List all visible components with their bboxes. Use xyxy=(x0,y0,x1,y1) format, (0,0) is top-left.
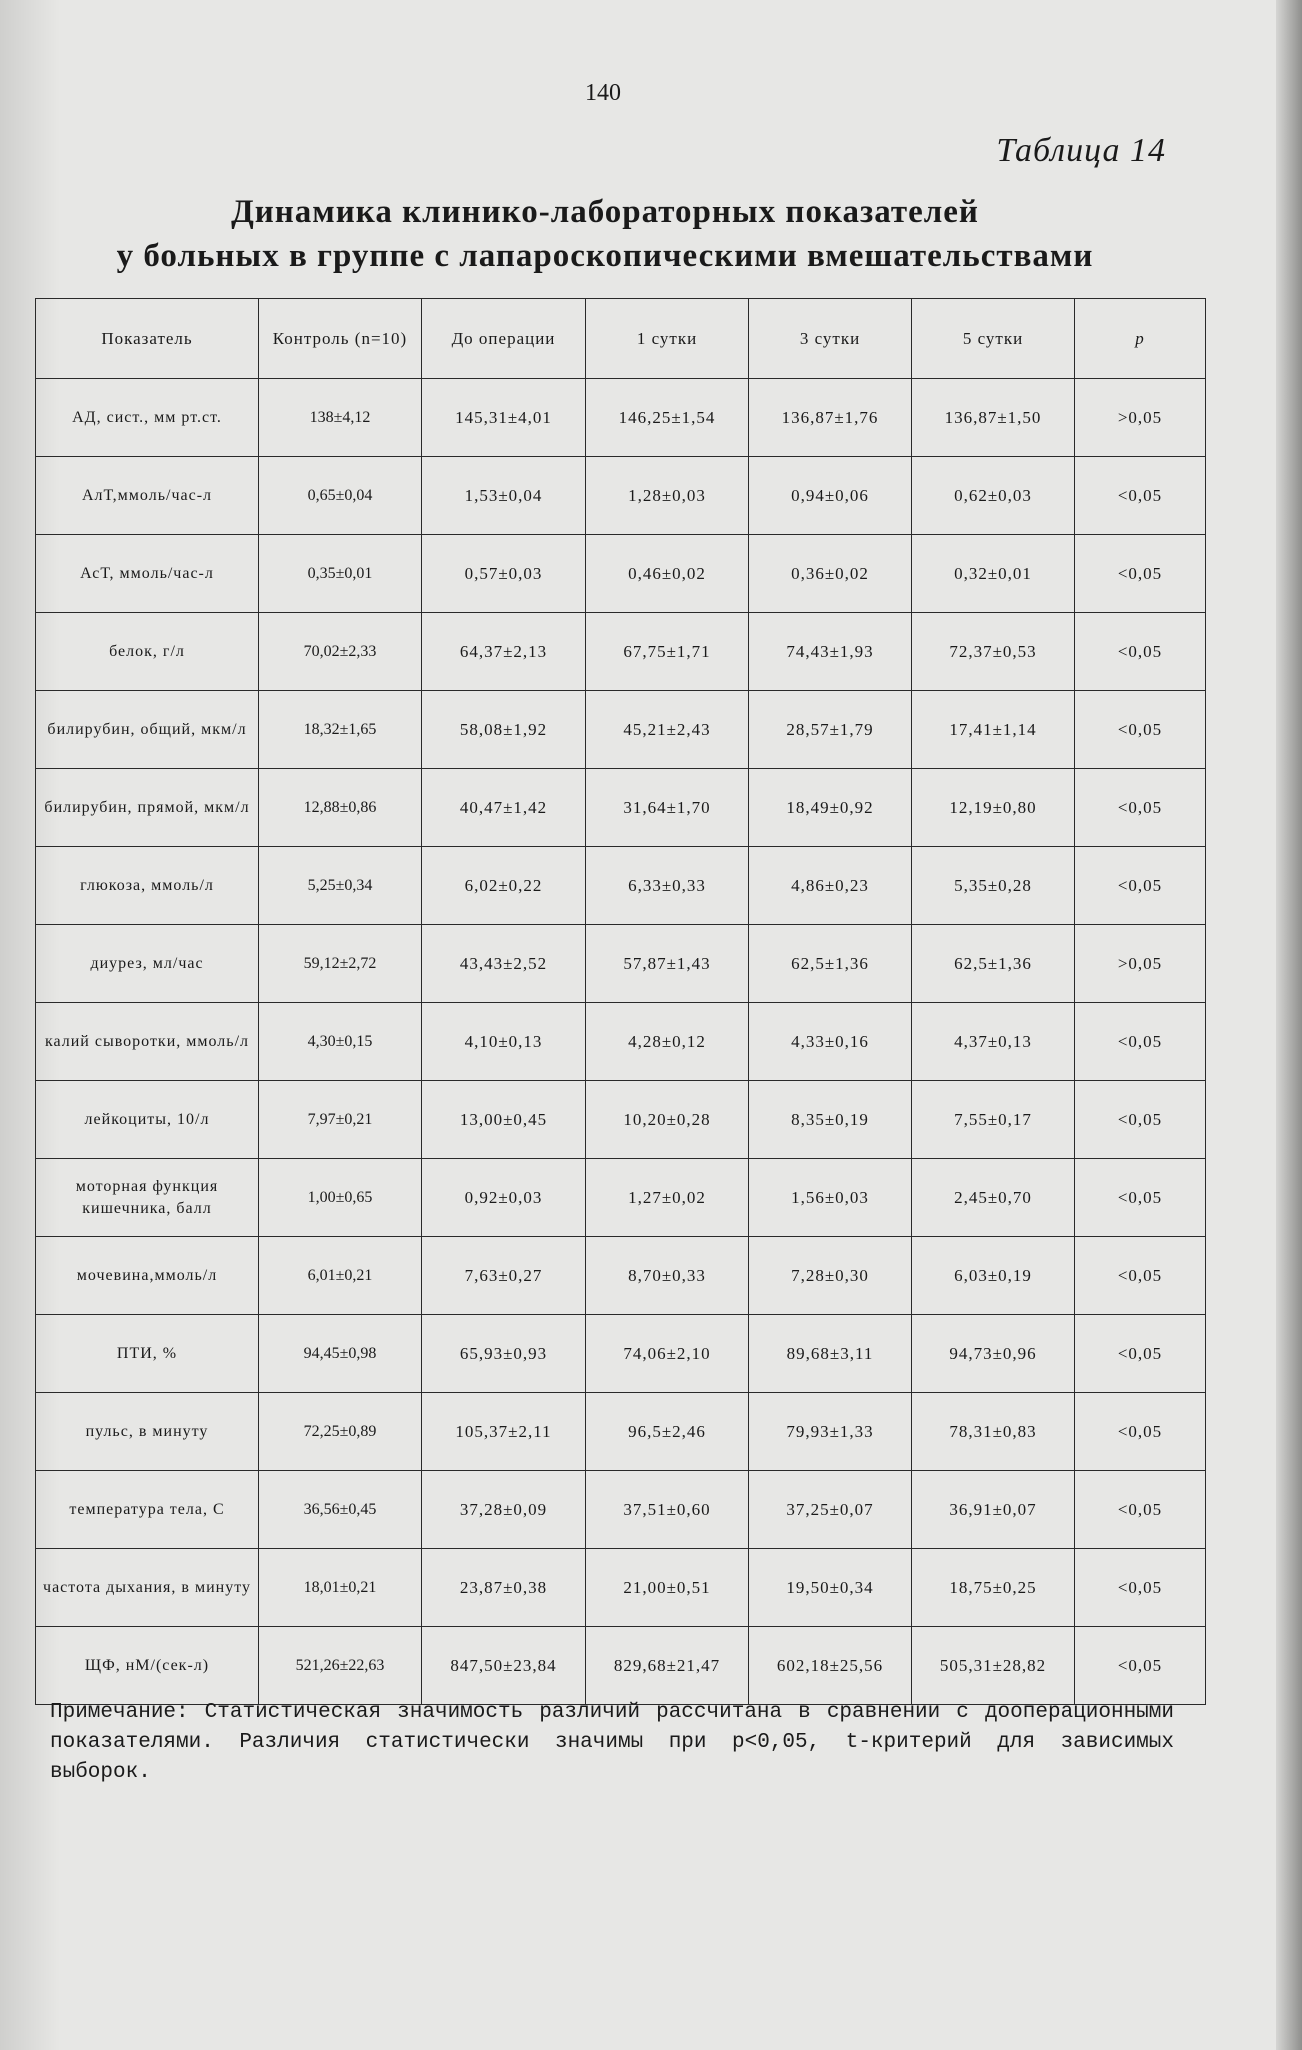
row-label-cell: частота дыхания, в минуту xyxy=(36,1549,259,1627)
value-cell: 0,35±0,01 xyxy=(259,535,422,613)
value-cell: 40,47±1,42 xyxy=(422,769,586,847)
p-value-cell: <0,05 xyxy=(1075,1159,1206,1237)
p-value-cell: >0,05 xyxy=(1075,925,1206,1003)
p-value-cell: <0,05 xyxy=(1075,535,1206,613)
value-cell: 45,21±2,43 xyxy=(586,691,749,769)
value-cell: 74,43±1,93 xyxy=(749,613,912,691)
value-cell: 94,73±0,96 xyxy=(912,1315,1075,1393)
value-cell: 5,35±0,28 xyxy=(912,847,1075,925)
data-table xyxy=(35,298,1206,1705)
value-cell: 7,28±0,30 xyxy=(749,1237,912,1315)
p-value-cell: <0,05 xyxy=(1075,847,1206,925)
value-cell: 7,55±0,17 xyxy=(912,1081,1075,1159)
value-cell: 72,37±0,53 xyxy=(912,613,1075,691)
value-cell: 6,03±0,19 xyxy=(912,1237,1075,1315)
value-cell: 58,08±1,92 xyxy=(422,691,586,769)
column-header: 5 сутки xyxy=(912,299,1075,379)
table-body xyxy=(36,379,1206,1705)
row-label-cell: АД, сист., мм рт.ст. xyxy=(36,379,259,457)
row-label-cell: билирубин, общий, мкм/л xyxy=(36,691,259,769)
table-title xyxy=(40,190,1170,278)
value-cell: 36,56±0,45 xyxy=(259,1471,422,1549)
p-value-cell: <0,05 xyxy=(1075,457,1206,535)
column-header: 1 сутки xyxy=(586,299,749,379)
value-cell: 105,37±2,11 xyxy=(422,1393,586,1471)
row-label-cell: температура тела, С xyxy=(36,1471,259,1549)
value-cell: 37,51±0,60 xyxy=(586,1471,749,1549)
value-cell: 7,63±0,27 xyxy=(422,1237,586,1315)
table-row xyxy=(36,535,1206,613)
value-cell: 13,00±0,45 xyxy=(422,1081,586,1159)
value-cell: 18,32±1,65 xyxy=(259,691,422,769)
p-value-cell: <0,05 xyxy=(1075,691,1206,769)
value-cell: 37,25±0,07 xyxy=(749,1471,912,1549)
value-cell: 146,25±1,54 xyxy=(586,379,749,457)
table-row xyxy=(36,1549,1206,1627)
row-label-cell: лейкоциты, 10/л xyxy=(36,1081,259,1159)
value-cell: 6,33±0,33 xyxy=(586,847,749,925)
table-row xyxy=(36,457,1206,535)
value-cell: 64,37±2,13 xyxy=(422,613,586,691)
value-cell: 23,87±0,38 xyxy=(422,1549,586,1627)
column-header: Показатель xyxy=(36,299,259,379)
value-cell: 18,49±0,92 xyxy=(749,769,912,847)
table-row xyxy=(36,379,1206,457)
table-note: Примечание: Статистическая значимость различий рассчитана в сравнении с дооперационными показателями. Различия статистически значимы при p<0,05, t-критерий для зависимых выборок. xyxy=(50,1701,1174,1784)
table-row xyxy=(36,1159,1206,1237)
value-cell: 4,86±0,23 xyxy=(749,847,912,925)
p-value-cell: <0,05 xyxy=(1075,613,1206,691)
value-cell: 1,00±0,65 xyxy=(259,1159,422,1237)
value-cell: 74,06±2,10 xyxy=(586,1315,749,1393)
row-label-cell: ПТИ, % xyxy=(36,1315,259,1393)
table-row xyxy=(36,1003,1206,1081)
value-cell: 59,12±2,72 xyxy=(259,925,422,1003)
value-cell: 0,57±0,03 xyxy=(422,535,586,613)
value-cell: 6,02±0,22 xyxy=(422,847,586,925)
row-label-cell: ЩФ, нМ/(сек-л) xyxy=(36,1627,259,1705)
value-cell: 136,87±1,76 xyxy=(749,379,912,457)
value-cell: 36,91±0,07 xyxy=(912,1471,1075,1549)
value-cell: 0,92±0,03 xyxy=(422,1159,586,1237)
p-value-cell: <0,05 xyxy=(1075,1237,1206,1315)
table-header-row xyxy=(36,299,1206,379)
value-cell: 4,37±0,13 xyxy=(912,1003,1075,1081)
row-label-cell: глюкоза, ммоль/л xyxy=(36,847,259,925)
table-row xyxy=(36,691,1206,769)
table-row xyxy=(36,1237,1206,1315)
value-cell: 0,94±0,06 xyxy=(749,457,912,535)
table-row xyxy=(36,613,1206,691)
row-label-cell: белок, г/л xyxy=(36,613,259,691)
value-cell: 1,56±0,03 xyxy=(749,1159,912,1237)
value-cell: 829,68±21,47 xyxy=(586,1627,749,1705)
value-cell: 4,30±0,15 xyxy=(259,1003,422,1081)
p-value-cell: <0,05 xyxy=(1075,1003,1206,1081)
table-row xyxy=(36,769,1206,847)
value-cell: 0,65±0,04 xyxy=(259,457,422,535)
value-cell: 7,97±0,21 xyxy=(259,1081,422,1159)
value-cell: 5,25±0,34 xyxy=(259,847,422,925)
page-shadow-right xyxy=(1276,0,1302,2050)
row-label-cell: пульс, в минуту xyxy=(36,1393,259,1471)
value-cell: 43,43±2,52 xyxy=(422,925,586,1003)
row-label-cell: мочевина,ммоль/л xyxy=(36,1237,259,1315)
value-cell: 70,02±2,33 xyxy=(259,613,422,691)
value-cell: 62,5±1,36 xyxy=(749,925,912,1003)
row-label-cell: АсТ, ммоль/час-л xyxy=(36,535,259,613)
p-value-cell: <0,05 xyxy=(1075,769,1206,847)
value-cell: 12,88±0,86 xyxy=(259,769,422,847)
table-row xyxy=(36,1081,1206,1159)
column-header: Контроль (n=10) xyxy=(259,299,422,379)
column-header: 3 сутки xyxy=(749,299,912,379)
title-line-1: Динамика клинико-лабораторных показателей xyxy=(231,194,979,230)
p-value-cell: >0,05 xyxy=(1075,379,1206,457)
value-cell: 521,26±22,63 xyxy=(259,1627,422,1705)
p-value-cell: <0,05 xyxy=(1075,1627,1206,1705)
value-cell: 10,20±0,28 xyxy=(586,1081,749,1159)
row-label-cell: моторная функция кишечника, балл xyxy=(36,1159,259,1237)
value-cell: 1,27±0,02 xyxy=(586,1159,749,1237)
title-line-2: у больных в группе с лапароскопическими вмешательствами xyxy=(116,238,1094,274)
value-cell: 602,18±25,56 xyxy=(749,1627,912,1705)
table-label: Таблица 14 xyxy=(996,132,1166,169)
value-cell: 12,19±0,80 xyxy=(912,769,1075,847)
value-cell: 18,01±0,21 xyxy=(259,1549,422,1627)
value-cell: 0,32±0,01 xyxy=(912,535,1075,613)
value-cell: 89,68±3,11 xyxy=(749,1315,912,1393)
column-header: До операции xyxy=(422,299,586,379)
value-cell: 0,46±0,02 xyxy=(586,535,749,613)
value-cell: 31,64±1,70 xyxy=(586,769,749,847)
value-cell: 78,31±0,83 xyxy=(912,1393,1075,1471)
row-label-cell: билирубин, прямой, мкм/л xyxy=(36,769,259,847)
p-value-cell: <0,05 xyxy=(1075,1549,1206,1627)
p-value-cell: <0,05 xyxy=(1075,1081,1206,1159)
value-cell: 17,41±1,14 xyxy=(912,691,1075,769)
value-cell: 79,93±1,33 xyxy=(749,1393,912,1471)
row-label-cell: диурез, мл/час xyxy=(36,925,259,1003)
table-row xyxy=(36,847,1206,925)
p-value-cell: <0,05 xyxy=(1075,1393,1206,1471)
value-cell: 65,93±0,93 xyxy=(422,1315,586,1393)
value-cell: 1,28±0,03 xyxy=(586,457,749,535)
value-cell: 21,00±0,51 xyxy=(586,1549,749,1627)
value-cell: 847,50±23,84 xyxy=(422,1627,586,1705)
value-cell: 505,31±28,82 xyxy=(912,1627,1075,1705)
value-cell: 18,75±0,25 xyxy=(912,1549,1075,1627)
value-cell: 94,45±0,98 xyxy=(259,1315,422,1393)
value-cell: 37,28±0,09 xyxy=(422,1471,586,1549)
table-row xyxy=(36,1627,1206,1705)
value-cell: 4,10±0,13 xyxy=(422,1003,586,1081)
value-cell: 0,62±0,03 xyxy=(912,457,1075,535)
value-cell: 145,31±4,01 xyxy=(422,379,586,457)
table-row xyxy=(36,1471,1206,1549)
value-cell: 136,87±1,50 xyxy=(912,379,1075,457)
value-cell: 96,5±2,46 xyxy=(586,1393,749,1471)
value-cell: 6,01±0,21 xyxy=(259,1237,422,1315)
row-label-cell: калий сыворотки, ммоль/л xyxy=(36,1003,259,1081)
value-cell: 62,5±1,36 xyxy=(912,925,1075,1003)
value-cell: 0,36±0,02 xyxy=(749,535,912,613)
value-cell: 72,25±0,89 xyxy=(259,1393,422,1471)
value-cell: 19,50±0,34 xyxy=(749,1549,912,1627)
value-cell: 4,28±0,12 xyxy=(586,1003,749,1081)
column-header: p xyxy=(1075,299,1206,379)
value-cell: 8,70±0,33 xyxy=(586,1237,749,1315)
row-label-cell: АлТ,ммоль/час-л xyxy=(36,457,259,535)
value-cell: 8,35±0,19 xyxy=(749,1081,912,1159)
p-value-cell: <0,05 xyxy=(1075,1315,1206,1393)
value-cell: 28,57±1,79 xyxy=(749,691,912,769)
p-value-cell: <0,05 xyxy=(1075,1471,1206,1549)
value-cell: 67,75±1,71 xyxy=(586,613,749,691)
page-number: 140 xyxy=(585,80,621,106)
table-row xyxy=(36,1315,1206,1393)
table-row xyxy=(36,1393,1206,1471)
value-cell: 4,33±0,16 xyxy=(749,1003,912,1081)
value-cell: 138±4,12 xyxy=(259,379,422,457)
value-cell: 57,87±1,43 xyxy=(586,925,749,1003)
value-cell: 1,53±0,04 xyxy=(422,457,586,535)
value-cell: 2,45±0,70 xyxy=(912,1159,1075,1237)
table-row xyxy=(36,925,1206,1003)
